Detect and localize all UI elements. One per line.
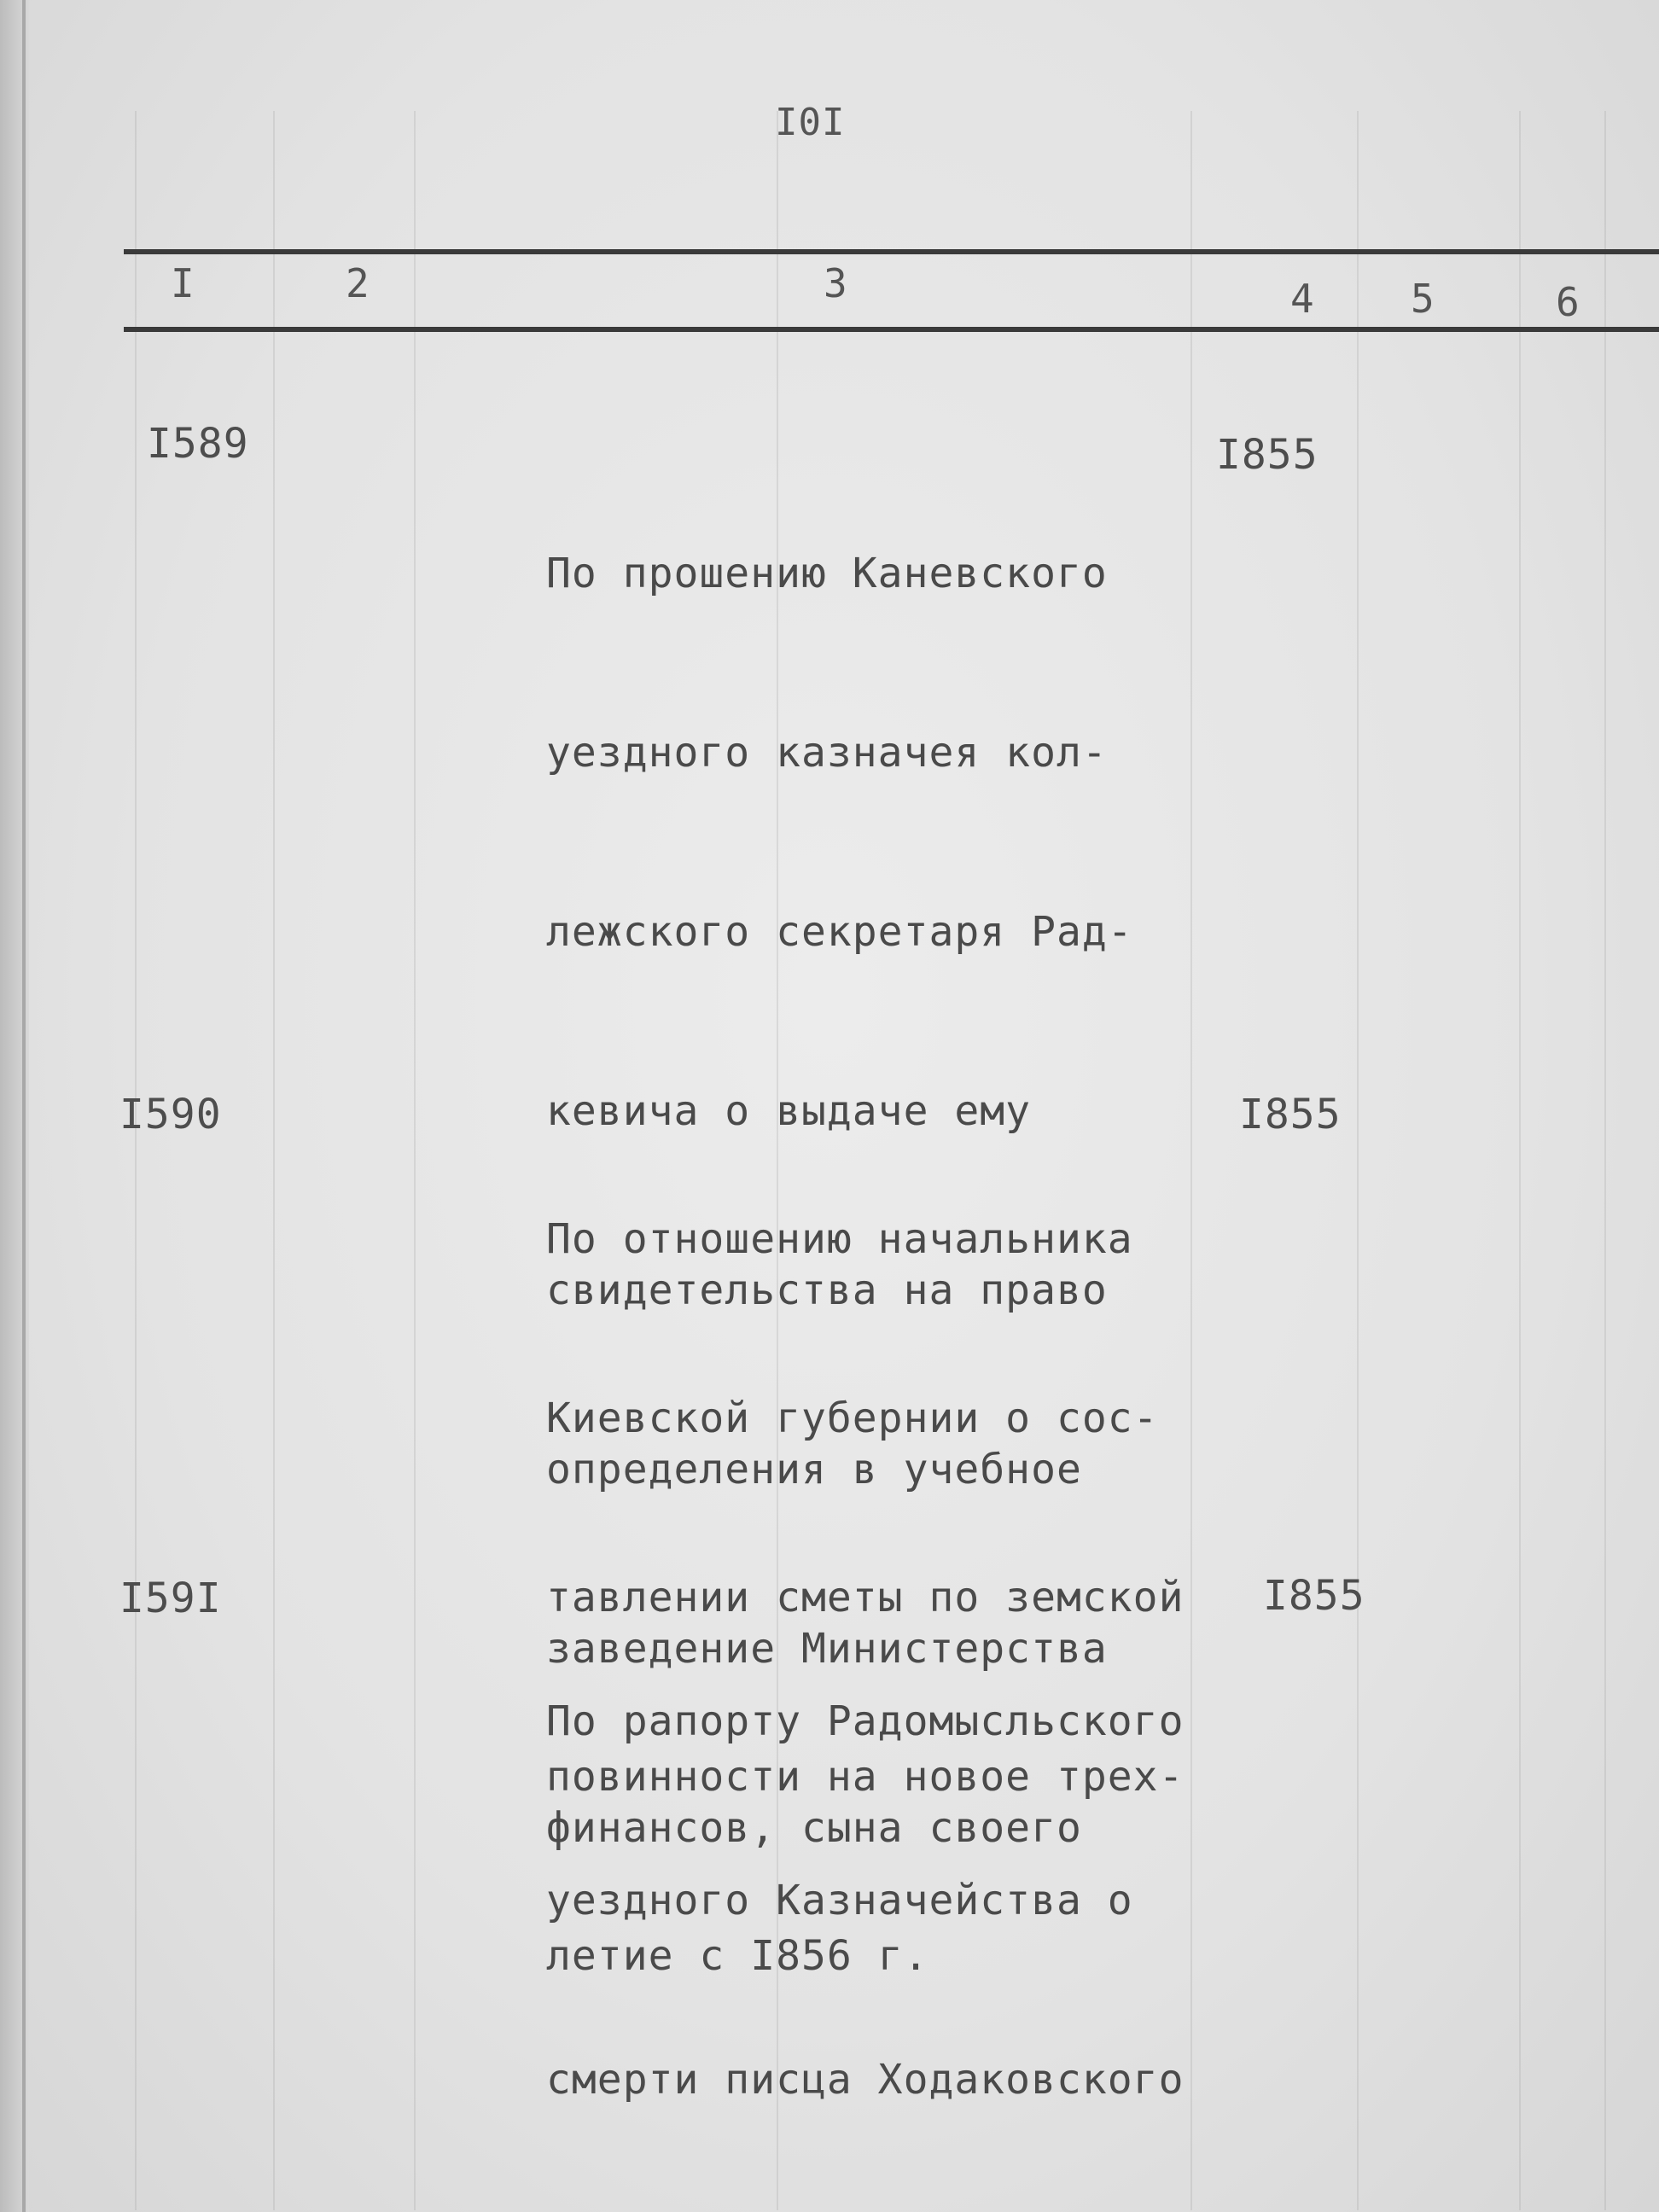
header-bottom-rule [124,327,1659,332]
column-rule [414,111,416,2210]
entry-description [546,1572,1184,2169]
entry-line: смерти писца Ходаковского [546,2056,1185,2104]
entry-year: I855 [1216,431,1318,479]
entry-number: I589 [147,420,249,468]
column-header-6: 6 [1556,279,1580,325]
entry-line: финансов, сына своего [546,1804,1082,1852]
entry-line: По отношению начальника [546,1215,1133,1263]
page-number: I0I [775,101,846,144]
entry-line: По прошению Каневского [546,550,1108,597]
entry-number: I590 [119,1091,222,1138]
entry-line: тавлении сметы по земской [546,1574,1185,1621]
entry-number: I59I [119,1575,222,1622]
entry-line: кевича о выдаче ему [546,1087,1032,1135]
entry-line: уездного казначея кол- [546,729,1108,777]
entry-line: Киевской губернии о сос- [546,1394,1159,1442]
column-rule [135,111,137,2210]
column-header-2: 2 [346,260,370,306]
column-header-1: I [171,260,195,306]
entry-line: заведение Министерства [546,1625,1108,1673]
entry-year: I855 [1239,1091,1342,1138]
column-rule [273,111,275,2210]
entry-line: определения в учебное [546,1446,1082,1493]
column-rule [1190,111,1192,2210]
entry-line: уездного Казначейства о [546,1877,1133,1924]
binding-line [22,0,26,2212]
column-header-3: 3 [824,260,848,306]
column-rule [1519,111,1521,2210]
column-rule [1357,111,1359,2210]
header-top-rule [124,249,1659,254]
column-rule [1604,111,1606,2210]
entry-line: По рапорту Радомысльского [546,1697,1185,1745]
entry-line: свидетельства на право [546,1266,1108,1314]
entry-year: I855 [1263,1572,1365,1620]
column-header-4: 4 [1290,276,1315,322]
entry-line: лежского секретаря Рад- [546,908,1133,956]
entry-line: повинности на новое трех- [546,1753,1185,1801]
entry-line: летие с I856 г. [546,1932,929,1980]
column-header-5: 5 [1411,276,1435,322]
